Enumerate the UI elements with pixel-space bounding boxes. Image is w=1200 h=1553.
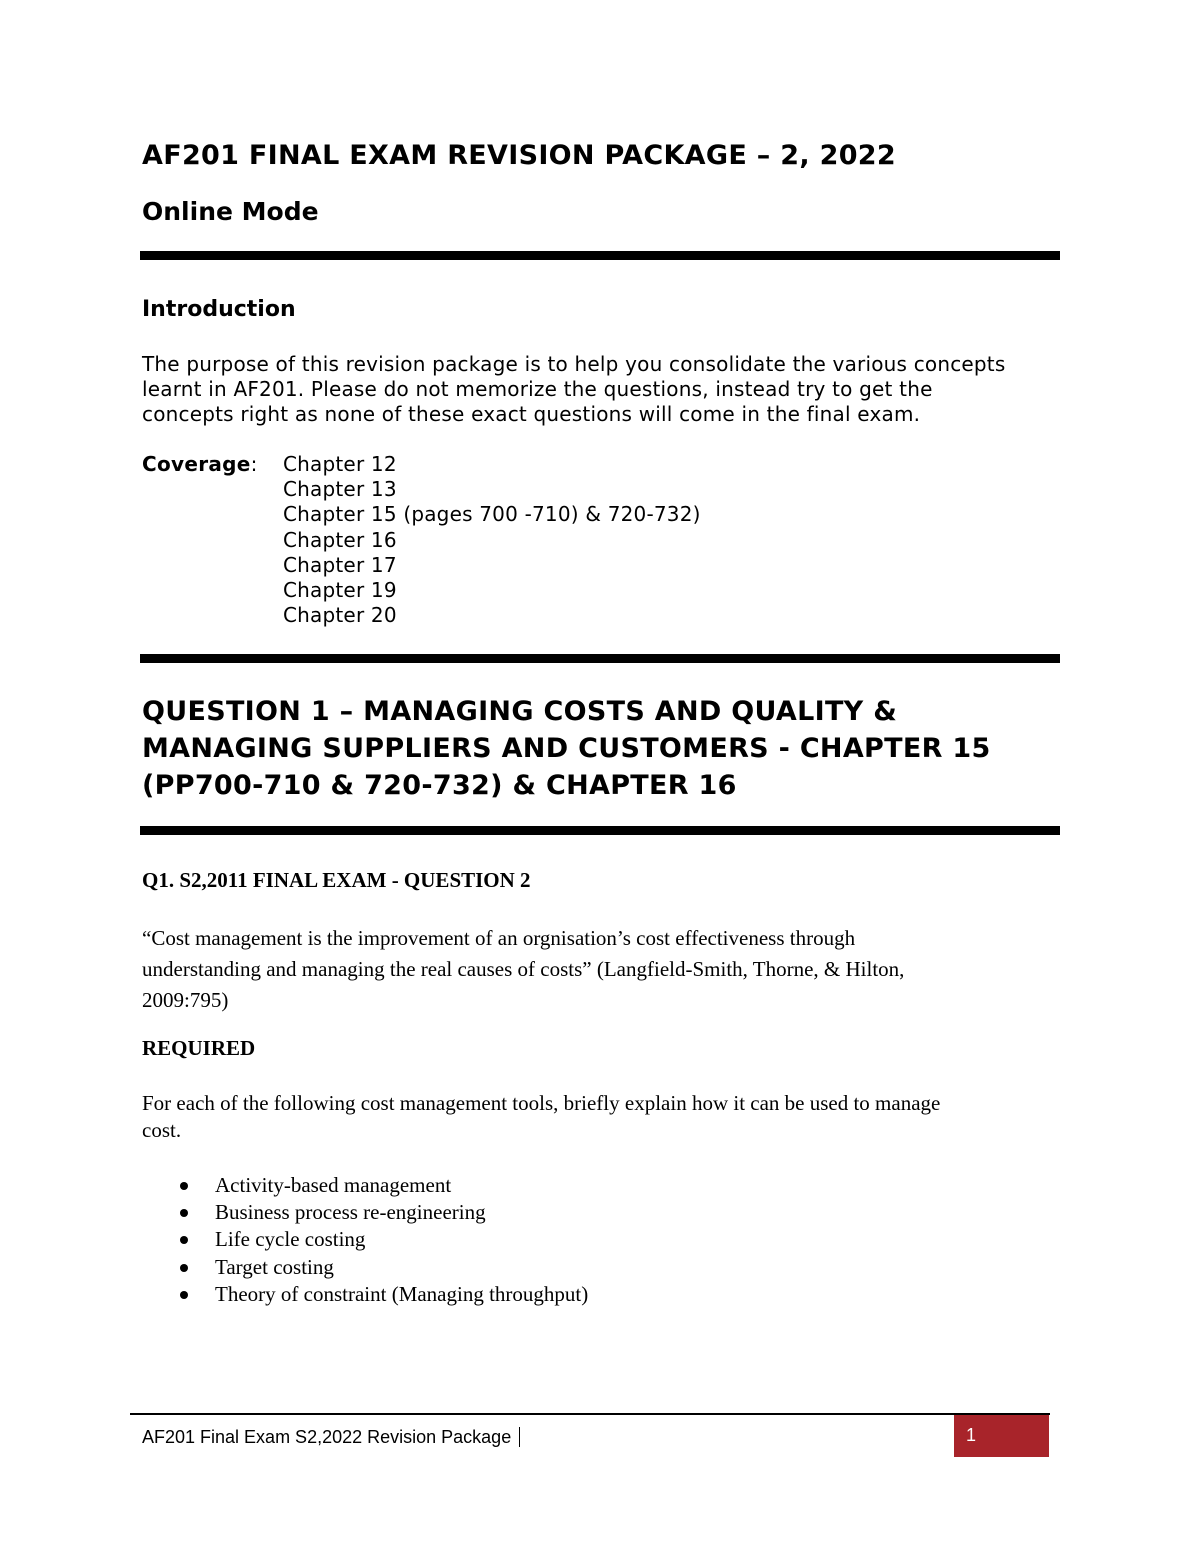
- list-item: [180, 1281, 588, 1308]
- coverage-item: Chapter 13: [283, 477, 397, 502]
- footer-text: [142, 1427, 520, 1448]
- coverage-label-colon: :: [250, 452, 258, 476]
- coverage-label-text: Coverage: [142, 452, 251, 476]
- coverage-item: Chapter 17: [283, 552, 397, 577]
- quote-line: “Cost management is the improvement of an orgnisation’s cost effectiveness through: [142, 926, 856, 950]
- list-item: [180, 1172, 588, 1199]
- quote-line: understanding and managing the real causes of costs” (Langfield-Smith, Thorne, & Hilton,: [142, 957, 905, 981]
- list-item-text: Target costing: [215, 1254, 334, 1279]
- coverage-label: [142, 452, 258, 476]
- introduction-heading: Introduction: [142, 297, 296, 322]
- list-item-text: Business process re-engineering: [215, 1200, 486, 1225]
- list-item: [180, 1226, 588, 1253]
- page-number: 1: [966, 1425, 977, 1445]
- list-item: [180, 1254, 588, 1281]
- question-1-heading: [142, 693, 1072, 804]
- coverage-item: Chapter 15 (pages 700 -710) & 720-732): [283, 502, 701, 527]
- question-heading-line: QUESTION 1 – MANAGING COSTS AND QUALITY &: [142, 696, 898, 727]
- list-item-text: Life cycle costing: [215, 1227, 366, 1252]
- coverage-list: [283, 452, 701, 628]
- question-heading-line: (PP700-710 & 720-732) & CHAPTER 16: [142, 770, 737, 801]
- question-heading-line: MANAGING SUPPLIERS AND CUSTOMERS - CHAPTER 15: [142, 733, 991, 764]
- coverage-item: Chapter 19: [283, 578, 397, 603]
- page-number-box: [954, 1415, 1049, 1457]
- bullet-icon: [180, 1264, 188, 1272]
- bullet-icon: [180, 1209, 188, 1217]
- horizontal-rule: [140, 654, 1060, 663]
- bullet-icon: [180, 1236, 188, 1244]
- bullet-icon: [180, 1182, 188, 1190]
- instruction-line: cost.: [142, 1118, 182, 1142]
- introduction-line: The purpose of this revision package is to help you consolidate the various concepts: [142, 352, 1006, 376]
- required-label: REQUIRED: [142, 1036, 256, 1060]
- bullet-icon: [180, 1291, 188, 1299]
- introduction-paragraph: [142, 352, 1072, 427]
- quote-paragraph: [142, 923, 1052, 1016]
- footer-separator: [519, 1427, 520, 1447]
- footer-divider: [130, 1413, 1050, 1415]
- horizontal-rule: [140, 826, 1060, 835]
- list-item-text: Activity-based management: [215, 1173, 452, 1197]
- instruction-paragraph: [142, 1090, 1052, 1144]
- document-title: AF201 FINAL EXAM REVISION PACKAGE – 2, 2022: [142, 140, 896, 171]
- horizontal-rule: [140, 251, 1060, 260]
- introduction-line: learnt in AF201. Please do not memorize the questions, instead try to get the: [142, 377, 933, 401]
- document-subtitle: Online Mode: [142, 197, 319, 226]
- list-item-text: Theory of constraint (Managing throughput): [215, 1281, 589, 1306]
- introduction-line: concepts right as none of these exact questions will come in the final exam.: [142, 402, 921, 426]
- coverage-item: Chapter 16: [283, 527, 397, 552]
- coverage-item: Chapter 20: [283, 603, 397, 628]
- footer-label: AF201 Final Exam S2,2022 Revision Package: [142, 1427, 512, 1447]
- list-item: [180, 1199, 588, 1226]
- quote-line: 2009:795): [142, 988, 229, 1012]
- question-subheading: Q1. S2,2011 FINAL EXAM - QUESTION 2: [142, 868, 531, 892]
- cost-tools-list: [180, 1172, 588, 1308]
- coverage-item: Chapter 12: [283, 452, 397, 476]
- instruction-line: For each of the following cost management tools, briefly explain how it can be used to manage: [142, 1091, 941, 1115]
